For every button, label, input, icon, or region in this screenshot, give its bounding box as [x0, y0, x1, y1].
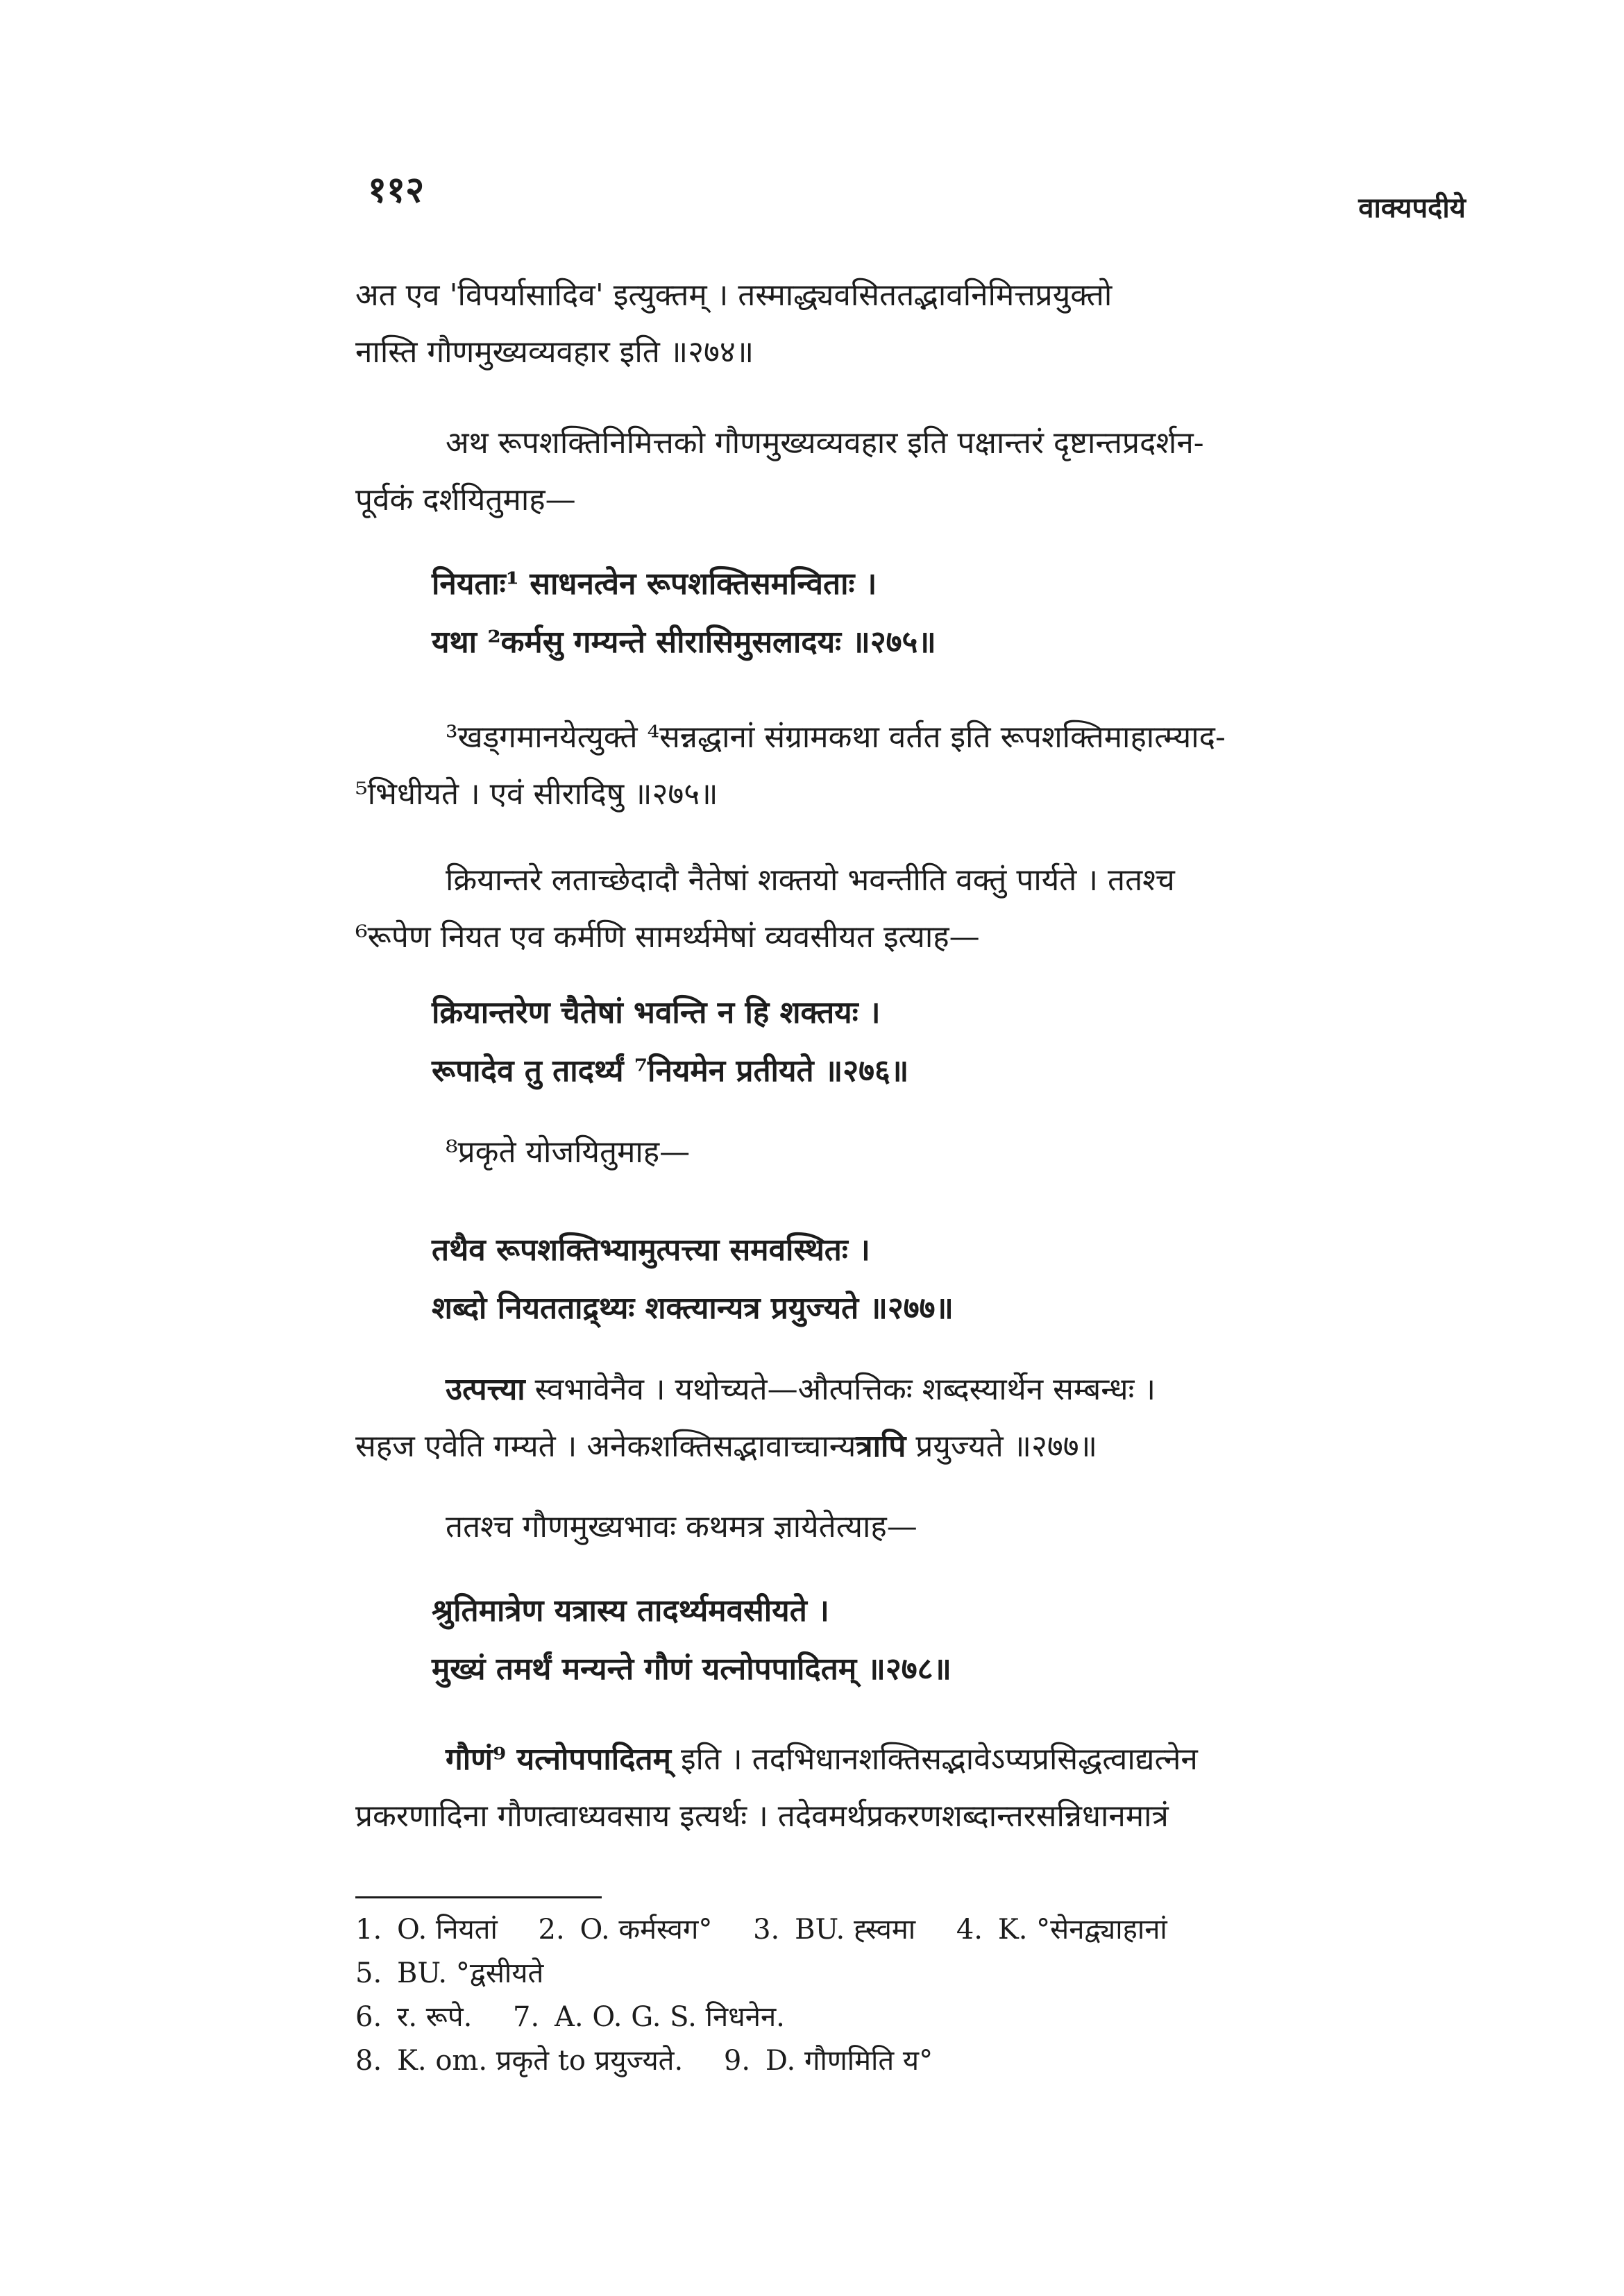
footnote-text: O. नियतां [397, 1914, 498, 1946]
text-line: ³खड्गमानयेत्युक्ते ⁴सन्नद्धानां संग्रामकथा वर्तत इति रूपशक्तिमाहात्म्याद- [446, 720, 1226, 755]
intro-paragraph-278 [355, 1499, 1452, 1556]
footnote-3 [753, 1914, 915, 1946]
footnote-text: K. om. प्रकृते to प्रयुज्यते. [397, 2045, 684, 2077]
text-line: पूर्वकं दर्शयितुमाह— [355, 482, 576, 518]
verse-277 [355, 1221, 1528, 1338]
lemma: त्रापि [856, 1429, 906, 1464]
text-line [355, 1731, 1452, 1788]
text-segment: प्रयुज्यते ॥२७७॥ [906, 1429, 1098, 1464]
footnote-number: 1. [355, 1914, 382, 1946]
intro-paragraph-276 [355, 852, 1452, 966]
footnote-9 [724, 2045, 933, 2077]
text-line: अत एव 'विपर्यासादिव' इत्युक्तम् । तस्माद्ध्यवसिततद्भावनिमित्तप्रयुक्तो [355, 278, 1113, 313]
footnote-7 [513, 2001, 785, 2033]
footnote-4 [956, 1914, 1167, 1946]
footnote-number: 6. [355, 2001, 382, 2033]
text-line: ⁶रूपेण नियत एव कर्मणि सामर्थ्यमेषां व्यवसीयत इत्याह— [355, 919, 980, 955]
verse-line: श्रुतिमात्रेण यत्रास्य तादर्थ्यमवसीयते । [432, 1593, 829, 1629]
text-line: अथ रूपशक्तिनिमित्तको गौणमुख्यव्यवहार इति पक्षान्तरं दृष्टान्तप्रदर्शन- [446, 425, 1204, 461]
text-line: नास्ति गौणमुख्यव्यवहार इति ॥२७४॥ [355, 334, 754, 370]
verse-276 [355, 984, 1528, 1100]
text-line: प्रकरणादिना गौणत्वाध्यवसाय इत्यर्थः । तदेवमर्थप्रकरणशब्दान्तरसन्निधानमात्रं [355, 1798, 1169, 1834]
verse-line: शब्दो नियतताद्र्थ्यः शक्त्यान्यत्र प्रयुज्यते ॥२७७॥ [432, 1291, 954, 1326]
commentary-paragraph-274 [355, 267, 1452, 381]
footnote-text: A. O. G. S. निधनेन. [555, 2001, 785, 2033]
footnote-number: 8. [355, 2045, 382, 2077]
footnote-text: र. रूपे. [397, 2001, 473, 2033]
verse-line: क्रियान्तरेण चैतेषां भवन्ति न हि शक्तयः । [432, 995, 881, 1030]
footnote-divider [355, 1896, 602, 1898]
text-line [355, 1418, 1452, 1475]
verse-line: मुख्यं तमर्थं मन्यन्ते गौणं यत्नोपपादितम् ॥२७८॥ [432, 1651, 951, 1687]
text-segment: स्वभावेनैव । यथोच्यते—औत्पत्तिकः शब्दस्यार्थेन सम्बन्धः । [525, 1372, 1156, 1407]
footnote-5 [355, 1957, 543, 1989]
intro-paragraph-277 [355, 1124, 1452, 1181]
footnote-number: 9. [723, 2045, 751, 2077]
running-head: वाक्यपदीये [1358, 192, 1466, 224]
footnote-text: K. °सेनद्व्याहानां [997, 1914, 1167, 1946]
verse-line: रूपादेव तु तादर्थ्यं ⁷नियमेन प्रतीयते ॥२७६॥ [432, 1053, 909, 1089]
footnote-text: BU. ह्स्वमा [795, 1914, 916, 1946]
commentary-paragraph-275 [355, 709, 1452, 823]
footnote-number: 2. [538, 1914, 565, 1946]
commentary-paragraph-277 [355, 1361, 1452, 1475]
verse-278 [355, 1582, 1528, 1699]
footnote-8 [355, 2045, 683, 2077]
intro-paragraph-275 [355, 415, 1452, 529]
footnote-number: 5. [355, 1957, 382, 1989]
page-number: ११२ [368, 169, 425, 211]
text-segment: सहज एवेति गम्यते । अनेकशक्तिसद्भावाच्चान्य [355, 1429, 856, 1464]
footnote-number: 7. [513, 2001, 540, 2033]
footnote-line [355, 1952, 1466, 1996]
verse-line: यथा ²कर्मसु गम्यन्ते सीरासिमुसलादयः ॥२७५॥ [432, 624, 936, 660]
footnote-text: O. कर्मस्वग° [580, 1914, 713, 1946]
text-line: ⁸प्रकृते योजयितुमाह— [446, 1134, 691, 1170]
footnotes [355, 1908, 1466, 2083]
footnote-1 [355, 1914, 498, 1946]
footnote-2 [539, 1914, 713, 1946]
text-line [355, 1361, 1452, 1418]
verse-275 [355, 555, 1528, 672]
text-line: ⁵भिधीयते । एवं सीरादिषु ॥२७५॥ [355, 776, 718, 812]
footnote-line [355, 1908, 1466, 1952]
lemma: गौणं⁹ यत्नोपपादितम् [446, 1742, 671, 1777]
verse-line: नियताः¹ साधनत्वेन रूपशक्तिसमन्विताः । [432, 566, 877, 602]
footnote-text: BU. °द्वसीयते [397, 1957, 544, 1989]
footnote-text: D. गौणमिति य° [765, 2045, 933, 2077]
text-line: क्रियान्तरे लताच्छेदादौ नैतेषां शक्तयो भवन्तीति वक्तुं पार्यते । ततश्च [446, 862, 1175, 898]
footnote-6 [355, 2001, 472, 2033]
footnote-number: 3. [753, 1914, 780, 1946]
verse-line: तथैव रूपशक्तिभ्यामुत्पत्त्या समवस्थितः । [432, 1232, 870, 1268]
footnote-line [355, 1996, 1466, 2039]
text-line: ततश्च गौणमुख्यभावः कथमत्र ज्ञायेतेत्याह— [446, 1509, 917, 1545]
commentary-paragraph-278 [355, 1731, 1452, 1845]
footnote-number: 4. [956, 1914, 983, 1946]
text-segment: इति । तदभिधानशक्तिसद्भावेऽप्यप्रसिद्धत्वाद्यत्नेन [670, 1742, 1198, 1777]
footnote-line [355, 2039, 1466, 2083]
lemma: उत्पत्त्या [446, 1372, 525, 1407]
